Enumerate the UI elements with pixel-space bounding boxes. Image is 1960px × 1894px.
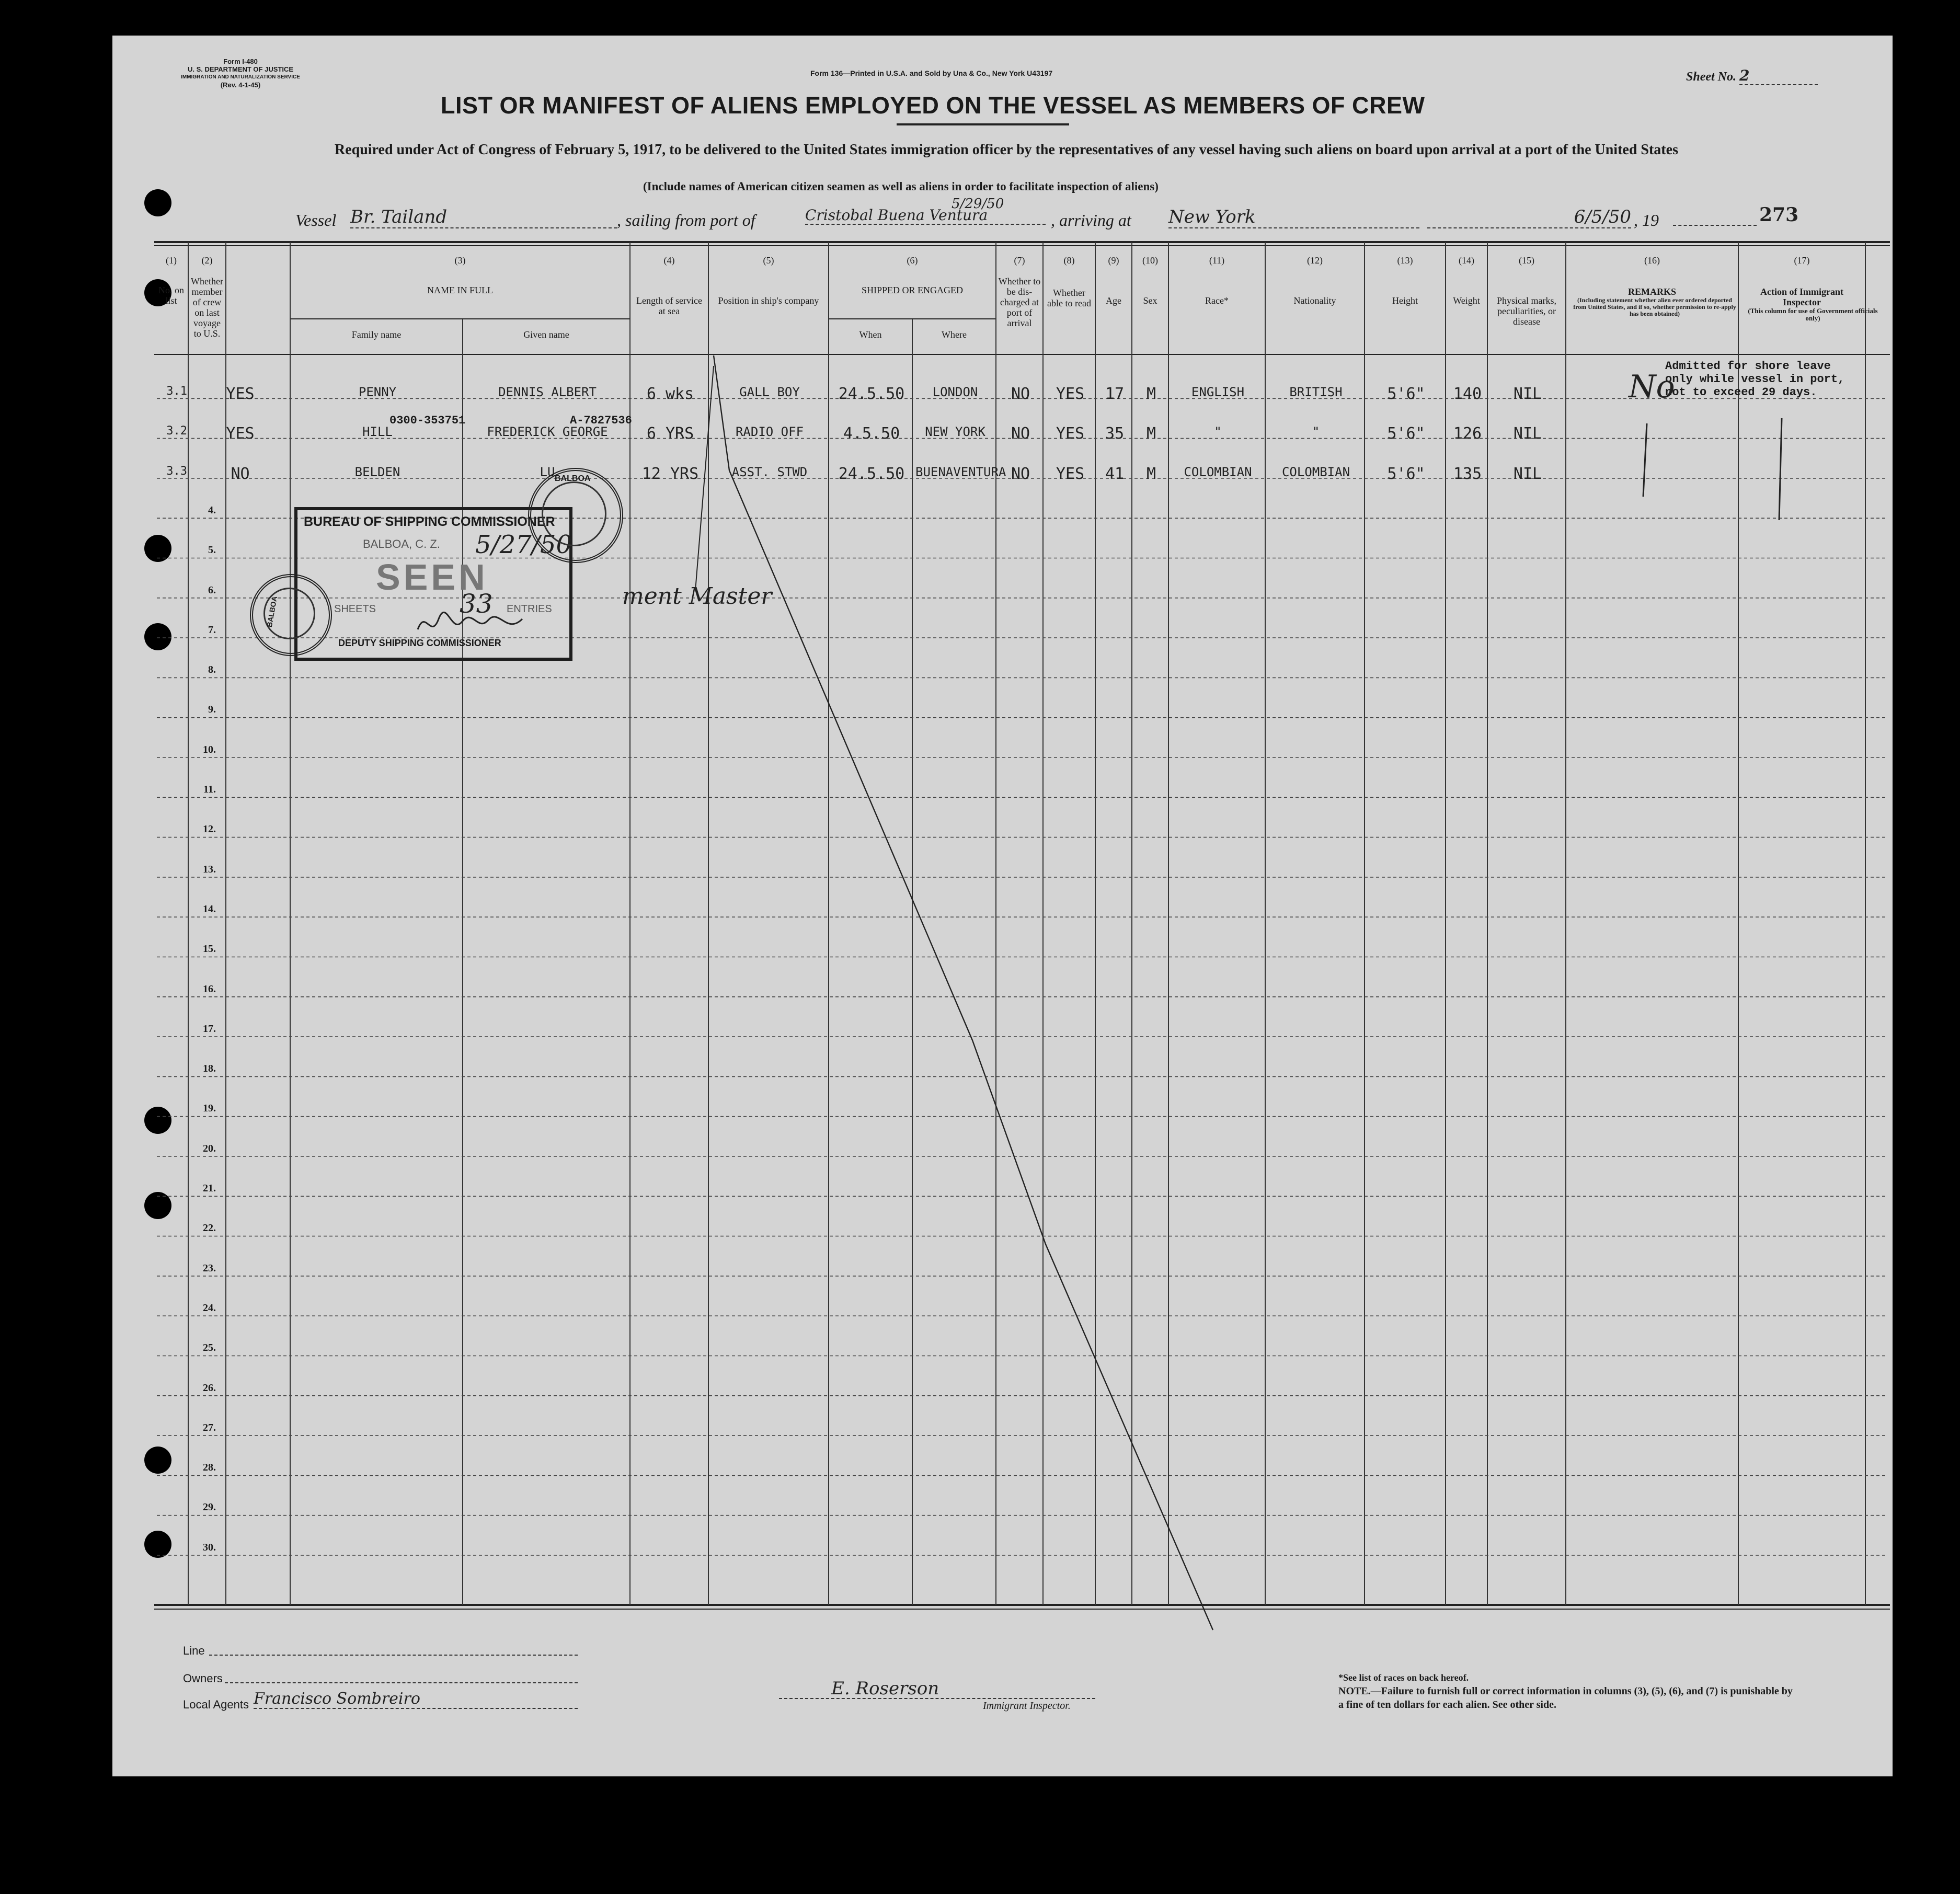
cell-last-voyage: NO: [231, 464, 250, 483]
column-number: (17): [1794, 255, 1810, 266]
cell-service: 6 YRS: [646, 424, 694, 443]
cell-position: GALL BOY: [739, 385, 800, 399]
column-number: (8): [1063, 255, 1075, 266]
cell-read: YES: [1056, 424, 1085, 443]
cell-weight: 140: [1453, 385, 1482, 403]
row-number: 4.: [208, 504, 216, 516]
fine-note: [1338, 1684, 1798, 1712]
cell-no: 3.3: [166, 464, 187, 478]
printer-note: Form 136—Printed in U.S.A. and Sold by Una & Co., New York U43197: [810, 69, 1053, 77]
remarks-note: (Including statement whether alien ever ordered deported from United States, and if so, whether permission to re-apply has been obtained): [1573, 296, 1736, 317]
column-number: (3): [454, 255, 466, 266]
row-number: 8.: [208, 664, 216, 676]
row-number: 15.: [203, 943, 216, 955]
arrival-date: 6/5/50: [1427, 206, 1631, 228]
cell-family: PENNY: [358, 385, 397, 399]
cell-given: LU: [540, 464, 555, 479]
column-header: Whether able to read: [1047, 288, 1091, 308]
column-number: (9): [1108, 255, 1119, 266]
cell-race: ENGLISH: [1191, 385, 1245, 399]
line-label: Line: [183, 1644, 205, 1657]
arriving-label: , arriving at: [1051, 211, 1131, 229]
when-header: When: [859, 329, 882, 340]
cell-discharge: NO: [1011, 424, 1030, 443]
arriving-value: New York: [1168, 206, 1419, 228]
cell-age: 17: [1105, 385, 1125, 403]
column-header: Action of Immigrant Inspector: [1760, 286, 1843, 307]
cell-no: 3.2: [166, 424, 187, 438]
column-number: (13): [1397, 255, 1413, 266]
column-number: (14): [1459, 255, 1474, 266]
cell-last-voyage: YES: [226, 385, 255, 403]
cell-marks: NIL: [1513, 385, 1542, 403]
row-number: 19.: [203, 1103, 216, 1115]
cell-given: FREDERICK GEORGE: [487, 424, 608, 440]
row-number: 11.: [203, 784, 216, 795]
row-number: 16.: [203, 983, 216, 995]
column-header: Nationality: [1293, 295, 1336, 306]
cell-when: 24.5.50: [838, 464, 905, 483]
row-number: 5.: [208, 544, 216, 556]
note-text: —Failure to furnish full or correct information in columns (3), (5), (6), and (7) is punishable by a fine of ten dollars for each alien. See other side.: [1338, 1685, 1793, 1711]
owners-label: Owners: [183, 1672, 223, 1685]
row-number: 25.: [203, 1342, 216, 1354]
cell-age: 41: [1105, 464, 1125, 483]
stamp-line1: BUREAU OF SHIPPING COMMISSIONER: [304, 514, 555, 529]
row-number: 18.: [203, 1063, 216, 1075]
sailing-date: 5/29/50: [952, 196, 1004, 212]
cell-height: 5'6": [1387, 424, 1425, 443]
form-id: Form I-480: [223, 58, 258, 65]
seal-text-right: BALBOA: [555, 474, 591, 483]
row-number: 7.: [208, 624, 216, 636]
owners-field: [225, 1682, 578, 1683]
cell-discharge: NO: [1011, 385, 1030, 403]
cell-age: 35: [1105, 424, 1125, 443]
column-number: (2): [201, 255, 213, 266]
cell-height: 5'6": [1387, 385, 1425, 403]
cell-service: 12 YRS: [641, 464, 699, 483]
column-header: Length of service at sea: [636, 295, 702, 316]
cell-where: NEW YORK: [925, 424, 985, 440]
cell-given: DENNIS ALBERT: [498, 385, 597, 399]
cell-when: 4.5.50: [843, 424, 900, 443]
note-label: NOTE.: [1338, 1685, 1371, 1697]
column-number: (6): [907, 255, 918, 266]
row-number: 17.: [203, 1023, 216, 1035]
stamp-signature: [415, 609, 525, 640]
stamp-date: 5/27/50: [475, 530, 572, 559]
column-header: Whether member of crew on last voyage to U.S.: [191, 276, 223, 339]
row-number: 30.: [203, 1541, 216, 1553]
remarks-mark-line: [1643, 423, 1647, 497]
race-note: *See list of races on back hereof.: [1338, 1672, 1469, 1683]
column-number: (15): [1519, 255, 1534, 266]
row-number: 12.: [203, 823, 216, 835]
stamp-entries-label: ENTRIES: [507, 603, 552, 615]
remarks-text: Admitted for shore leave only while vessel in port, not to exceed 29 days.: [1665, 360, 1845, 399]
cell-race: COLOMBIAN: [1184, 464, 1252, 479]
row-number: 24.: [203, 1302, 216, 1314]
agents-label: Local Agents: [183, 1698, 249, 1711]
cell-weight: 126: [1453, 424, 1482, 443]
cell-marks: NIL: [1513, 424, 1542, 443]
stamp-signature-note: ment Master: [622, 583, 772, 610]
row-number: 28.: [203, 1462, 216, 1474]
column-number: (10): [1142, 255, 1158, 266]
line-field: [209, 1655, 578, 1656]
row-number: 10.: [203, 743, 216, 755]
department: U. S. DEPARTMENT OF JUSTICE: [188, 65, 293, 73]
row-number: 27.: [203, 1421, 216, 1433]
vessel-label: Vessel: [295, 211, 337, 229]
sheet-label: Sheet No.: [1686, 70, 1736, 84]
sheet-value: 2: [1739, 67, 1818, 85]
column-header: NAME IN FULL: [427, 285, 493, 295]
column-header: Sex: [1143, 295, 1157, 306]
row-number: 29.: [203, 1501, 216, 1513]
include-note: (Include names of American citizen seamen as well as aliens in order to facilitate inspection of aliens): [643, 180, 1159, 193]
column-header: REMARKS: [1627, 286, 1676, 297]
row-number: 23.: [203, 1262, 216, 1274]
revision: (Rev. 4-1-45): [220, 81, 261, 89]
row-number: 13.: [203, 863, 216, 875]
column-number: (11): [1209, 255, 1225, 266]
year-label: , 19: [1634, 211, 1659, 229]
cell-when: 24.5.50: [838, 385, 905, 403]
balboa-seal-right: [528, 468, 623, 563]
action-note: (This column for use of Government officials only): [1748, 307, 1878, 322]
stamp-footer: DEPUTY SHIPPING COMMISSIONER: [338, 638, 501, 648]
action-mark-line: [1779, 418, 1782, 520]
cell-sex: M: [1146, 385, 1156, 403]
sailing-label: , sailing from port of: [617, 211, 755, 229]
cell-sex: M: [1146, 464, 1156, 483]
balboa-seal-left: [250, 574, 332, 656]
cell-family: HILL: [362, 424, 393, 440]
row-number: 14.: [203, 903, 216, 915]
agents-value: Francisco Sombreiro: [254, 1690, 578, 1709]
cell-last-voyage: YES: [226, 424, 255, 443]
cell-nationality: ": [1312, 424, 1320, 440]
column-number: (12): [1307, 255, 1323, 266]
given-name-header: Given name: [523, 329, 569, 340]
column-header: Weight: [1453, 295, 1480, 306]
cell-service: 6 wks: [646, 385, 694, 403]
cell-race: ": [1214, 424, 1222, 440]
column-number: (4): [663, 255, 675, 266]
remarks-mark: No: [1629, 369, 1675, 405]
cell-discharge: NO: [1011, 464, 1030, 483]
cell-height: 5'6": [1387, 464, 1425, 483]
cell-nationality: COLOMBIAN: [1281, 464, 1350, 479]
cell-marks: NIL: [1513, 464, 1542, 483]
family-name-header: Family name: [351, 329, 402, 340]
cell-where: LONDON: [932, 385, 978, 399]
service: IMMIGRATION AND NATURALIZATION SERVICE: [181, 74, 300, 80]
where-header: Where: [942, 329, 967, 340]
inspector-line: [779, 1698, 1095, 1699]
stamp-entries-value: 33: [460, 589, 493, 619]
row-number: 9.: [208, 704, 216, 716]
stamp-seen: SEEN: [376, 557, 488, 598]
row-number: 26.: [203, 1382, 216, 1394]
cell-weight: 135: [1453, 464, 1482, 483]
cell-sex: M: [1146, 424, 1156, 443]
page-title: LIST OR MANIFEST OF ALIENS EMPLOYED ON THE VESSEL AS MEMBERS OF CREW: [441, 92, 1425, 119]
column-number: (5): [763, 255, 774, 266]
column-header: SHIPPED OR ENGAGED: [861, 285, 963, 295]
column-header: Physical marks, peculiarities, or disease: [1497, 295, 1556, 327]
row-number: 21.: [203, 1183, 216, 1194]
column-header: Height: [1392, 295, 1418, 306]
column-number: (1): [166, 255, 177, 266]
requirement-text: Required under Act of Congress of February 5, 1917, to be delivered to the United States immigration officer by the representatives of any vessel having such aliens on board upon arrival at a port of the United States: [335, 142, 1678, 158]
inspector-signature: E. Roserson: [831, 1678, 939, 1699]
strike-line: [714, 355, 1213, 1630]
page-number: 273: [1759, 204, 1799, 226]
column-header: Age: [1106, 295, 1121, 306]
cell-where: BUENAVENTURA: [915, 464, 1006, 479]
seaman-id-left: 0300-353751: [389, 414, 466, 427]
sailing-value: Cristobal Buena Ventura: [805, 206, 1046, 225]
column-header: No. on list: [158, 285, 184, 306]
row-number: 6.: [208, 584, 216, 596]
column-number: (7): [1014, 255, 1025, 266]
cell-read: YES: [1056, 385, 1085, 403]
vessel-value: Br. Tailand: [350, 206, 617, 228]
inspector-label: Immigrant Inspector.: [983, 1700, 1071, 1712]
column-header: Race*: [1205, 295, 1229, 306]
row-number: 20.: [203, 1142, 216, 1154]
column-header: Position in ship's company: [718, 295, 819, 306]
row-number: 22.: [203, 1222, 216, 1234]
cell-read: YES: [1056, 464, 1085, 483]
column-header: Whether to be dis-charged at port of arrival: [998, 276, 1041, 328]
cell-no: 3.1: [166, 385, 187, 398]
seal-text-left: BALBOA: [265, 595, 279, 628]
stamp-line2: BALBOA, C. Z.: [363, 537, 440, 550]
cell-nationality: BRITISH: [1289, 385, 1343, 399]
cell-position: ASST. STWD: [731, 464, 808, 479]
cell-family: BELDEN: [354, 464, 400, 479]
cell-position: RADIO OFF: [735, 424, 804, 440]
seaman-id-right: A-7827536: [570, 414, 632, 427]
stamp-sheets-label: SHEETS: [334, 603, 376, 615]
column-number: (16): [1644, 255, 1660, 266]
